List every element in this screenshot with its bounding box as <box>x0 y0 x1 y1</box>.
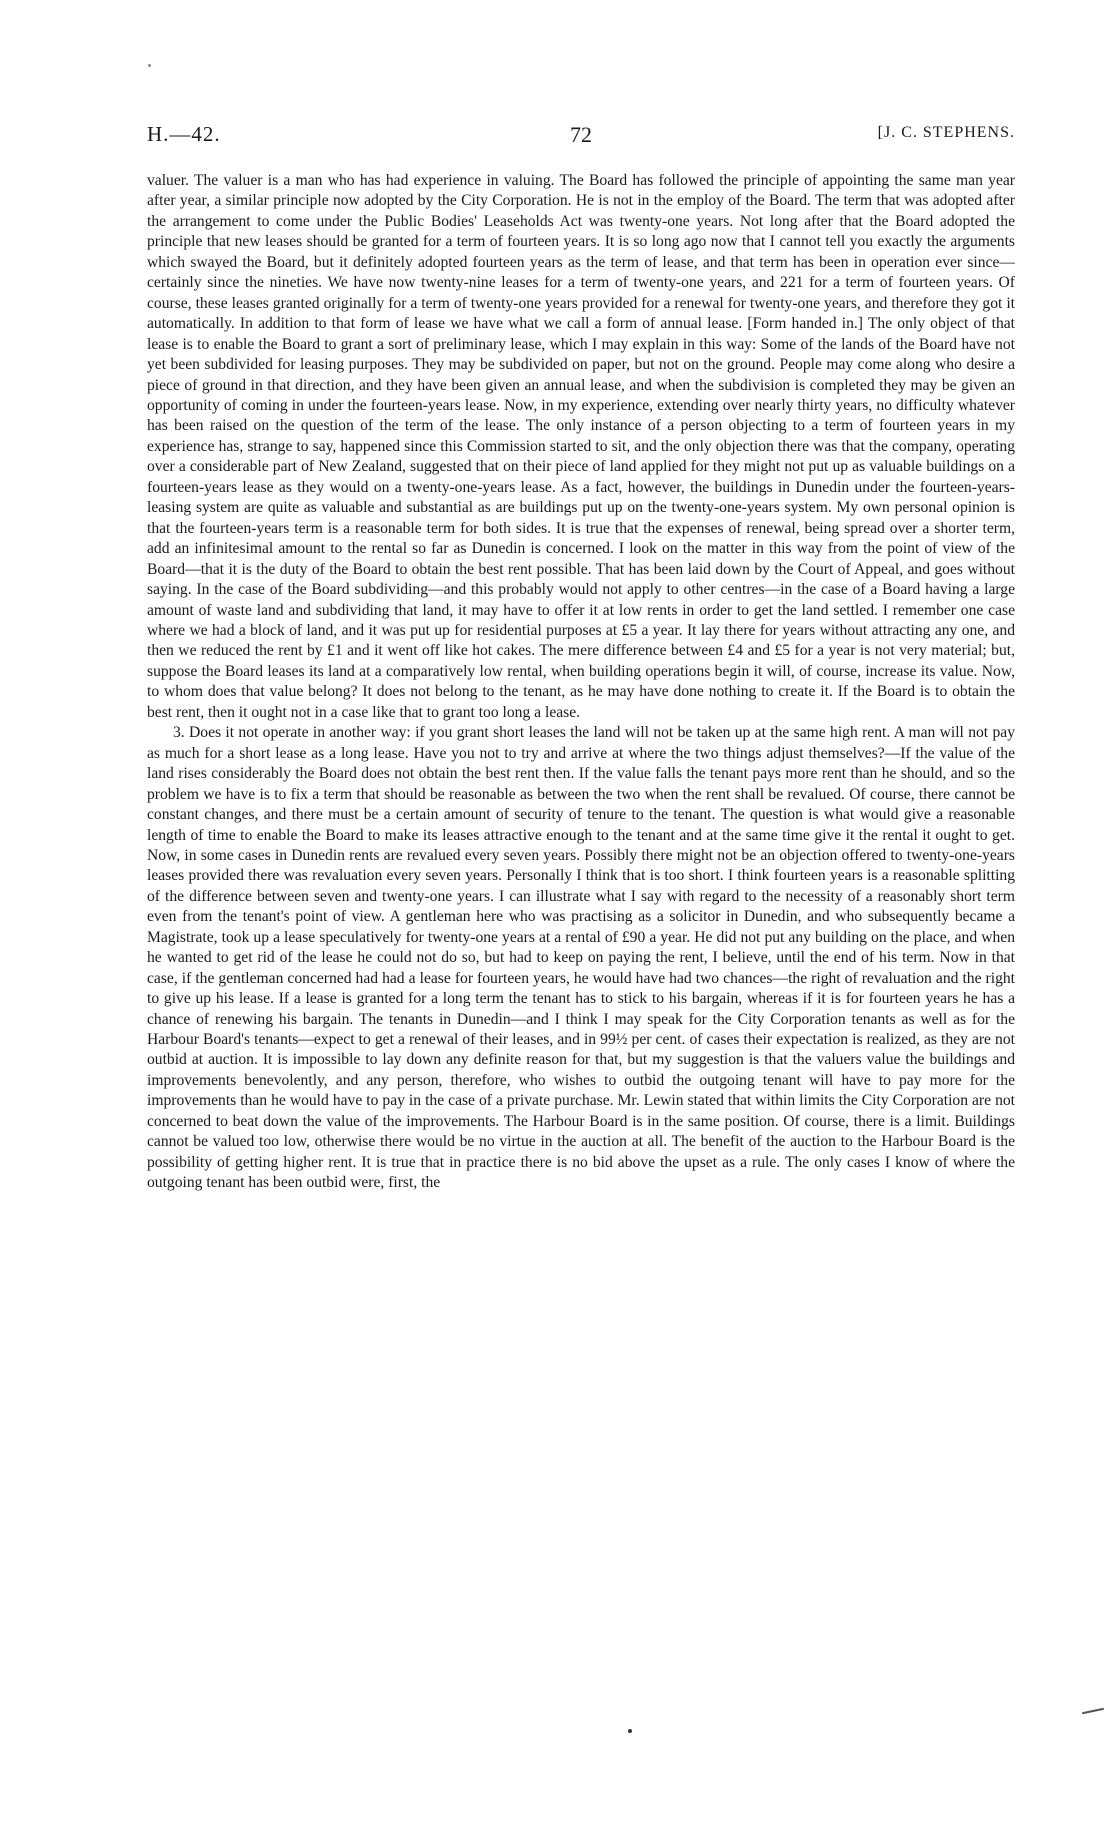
speck-mark <box>148 64 151 67</box>
paragraph-valuer: valuer. The valuer is a man who has had experience in valuing. The Board has followed the principle of appointing the same man year after year, a similar principle now adopted by the City Corporation. He is not in the employ of the Board. The term that was adopted after the arrangement to come under the Public Bodies' Leaseholds Act was twenty-one years. Not long after that the Board adopted the principle that new leases should be granted for a term of fourteen years. It is so long ago now that I cannot tell you exactly the arguments which swayed the Board, but it definitely adopted fourteen years as the term of lease, and that term has been in operation ever since—certainly since the nineties. We have now twenty-nine leases for a term of twenty-one years, and 221 for a term of fourteen years. Of course, these leases granted originally for a term of twenty-one years provided for a renewal for twenty-one years, and therefore they got it automatically. In addition to that form of lease we have what we call a form of annual lease. [Form handed in.] The only object of that lease is to enable the Board to grant a sort of preliminary lease, which I may explain in this way: Some of the lands of the Board have not yet been subdivided for leasing purposes. They may be subdivided on paper, but not on the ground. People may come along who desire a piece of ground in that direction, and they have been given an annual lease, and when the subdivision is completed they may be given an opportunity of coming in under the fourteen-years lease. Now, in my experience, extending over nearly thirty years, no difficulty whatever has been raised on the question of the term of the lease. The only instance of a person objecting to a term of fourteen years in my experience has, strange to say, happened since this Commission started to sit, and the only objection there was that the company, operating over a considerable part of New Zealand, suggested that on their piece of land applied for they might not put up as valuable buildings on a fourteen-years lease as they would on a twenty-one-years lease. As a fact, however, the buildings in Dunedin under the fourteen-years-leasing system are quite as valuable and substantial as are buildings put up on the twenty-one-years system. My own personal opinion is that the fourteen-years term is a reasonable term for both sides. It is true that the expenses of renewal, being spread over a shorter term, add an infinitesimal amount to the rental so far as Dunedin is concerned. I look on the matter in this way from the point of view of the Board—that it is the duty of the Board to obtain the best rent possible. That has been laid down by the Court of Appeal, and goes without saying. In the case of the Board subdividing—and this probably would not apply to other centres—in the case of a Board having a large amount of waste land and subdividing that land, it may have to offer it at low rents in order to get the land settled. I remember one case where we had a block of land, and it was put up for residential purposes at £5 a year. It lay there for years without attracting any one, and then we reduced the rent by £1 and it went off like hot cakes. The mere difference between £4 and £5 for a year is not very material; but, suppose the Board leases its land at a comparatively low rental, when building operations begin it will, of course, increase its value. Now, to whom does that value belong? It does not belong to the tenant, as he may have done nothing to create it. If the Board is to obtain the best rent, then it ought not in a case like that to grant too long a lease. <box>147 172 1015 721</box>
paragraph-question-3: 3. Does it not operate in another way: if you grant short leases the land will not be taken up at the same high rent. A man will not pay as much for a short lease as a long lease. Have you not to try and arrive at where the two things adjust themselves?—If the value of the land rises considerably the Board does not obtain the best rent then. If the value falls the tenant pays more rent than he should, and so the problem we have is to fix a term that should be reasonable as between the two when the rent shall be revalued. Of course, there cannot be constant changes, and there must be a certain amount of security of tenure to the tenant. The question is what would give a reasonable length of time to enable the Board to make its leases attractive enough to the tenant and at the same time give it the rental it ought to get. Now, in some cases in Dunedin rents are revalued every seven years. Possibly there might not be an objection offered to twenty-one-years leases provided there was revaluation every seven years. Personally I think that is too short. I think fourteen years is a reasonable splitting of the difference between seven and twenty-one years. I can illustrate what I say with regard to the necessity of a reasonably short term even from the tenant's point of view. A gentleman here who was practising as a solicitor in Dunedin, and who subsequently became a Magistrate, took up a lease speculatively for twenty-one years at a rental of £90 a year. He did not put any building on the place, and when he wanted to get rid of the lease he could not do so, but had to keep on paying the rent, I believe, until the end of his term. Now in that case, if the gentleman concerned had had a lease for fourteen years, he would have had two chances—the right of revaluation and the right to give up his lease. If a lease is granted for a long term the tenant has to stick to his bargain, whereas if it is for fourteen years he has a chance of renewing his bargain. The tenants in Dunedin—and I think I may speak for the City Corporation tenants as well as for the Harbour Board's tenants—expect to get a renewal of their leases, and in 99½ per cent. of cases their expectation is realized, as they are not outbid at auction. It is impossible to lay down any definite reason for that, but my suggestion is that the valuers value the buildings and improvements benevolently, and any person, therefore, who wishes to outbid the outgoing tenant will have to pay more for the improvements than he would have to pay in the case of a private purchase. Mr. Lewin stated that within limits the City Corporation are not concerned to beat down the value of the improvements. The Harbour Board is in the same position. Of course, there is a limit. Buildings cannot be valued too low, otherwise there would be no virtue in the auction at all. The benefit of the auction to the Harbour Board is the possibility of getting higher rent. It is true that in practice there is no bid above the upset as a rule. The only cases I know of where the outgoing tenant has been outbid were, first, the <box>147 724 1015 1192</box>
body-text <box>147 171 1015 1194</box>
speck-mark <box>628 1729 632 1733</box>
witness-name: [J. C. STEPHENS. <box>877 124 1015 141</box>
page-header <box>147 122 1015 152</box>
document-reference: H.—42. <box>147 122 221 146</box>
page-number: 72 <box>570 122 592 147</box>
margin-mark <box>1082 1708 1104 1715</box>
